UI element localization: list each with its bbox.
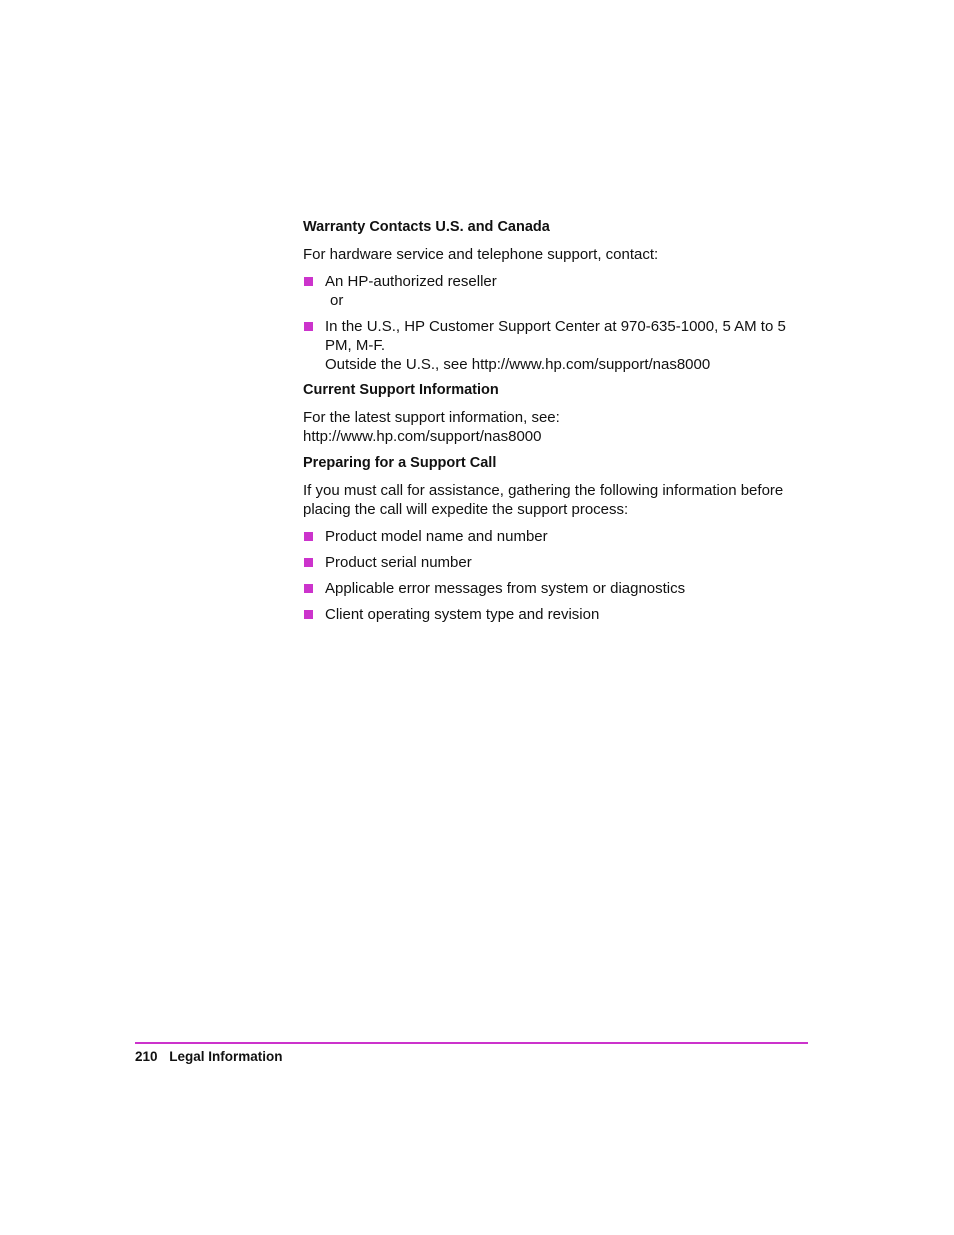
list-item: [303, 527, 803, 546]
current-support-heading: Current Support Information: [303, 382, 499, 398]
square-bullet-icon: [304, 584, 313, 593]
list-item-subtext: Outside the U.S., see http://www.hp.com/support/nas8000: [325, 356, 711, 373]
list-item-text: An HP-authorized reseller: [325, 273, 497, 290]
square-bullet-icon: [304, 558, 313, 567]
list-item: [303, 579, 803, 598]
list-item-text: In the U.S., HP Customer Support Center at 970-635-1000, 5 AM to 5 PM, M-F.: [325, 318, 786, 354]
list-item-text: Client operating system type and revision: [325, 606, 600, 623]
preparing-call-intro: If you must call for assistance, gathering the following information before placing the call will expedite the support process:: [303, 482, 784, 518]
footer-divider: [135, 1042, 808, 1044]
list-item: [303, 272, 803, 310]
page-number: 210: [135, 1049, 158, 1064]
current-support-line: For the latest support information, see:: [303, 409, 560, 426]
preparing-call-heading: Preparing for a Support Call: [303, 455, 497, 471]
square-bullet-icon: [304, 610, 313, 619]
square-bullet-icon: [304, 532, 313, 541]
list-item-text: Product serial number: [325, 554, 472, 571]
warranty-intro: For hardware service and telephone support, contact:: [303, 246, 659, 263]
square-bullet-icon: [304, 277, 313, 286]
support-url-link[interactable]: http://www.hp.com/support/nas8000: [303, 428, 542, 445]
list-item: [303, 553, 803, 572]
warranty-heading: Warranty Contacts U.S. and Canada: [303, 219, 550, 235]
square-bullet-icon: [304, 322, 313, 331]
warranty-list: [303, 272, 803, 374]
list-item-text: Product model name and number: [325, 528, 548, 545]
footer-section-title: Legal Information: [169, 1049, 283, 1064]
page-content: [303, 218, 803, 631]
page-footer: [135, 1049, 283, 1064]
list-item: [303, 317, 803, 374]
preparing-call-list: [303, 527, 803, 624]
list-item-text: Applicable error messages from system or diagnostics: [325, 580, 686, 597]
list-item-subtext: or: [330, 292, 344, 309]
list-item: [303, 605, 803, 624]
current-support-text: [303, 408, 803, 446]
